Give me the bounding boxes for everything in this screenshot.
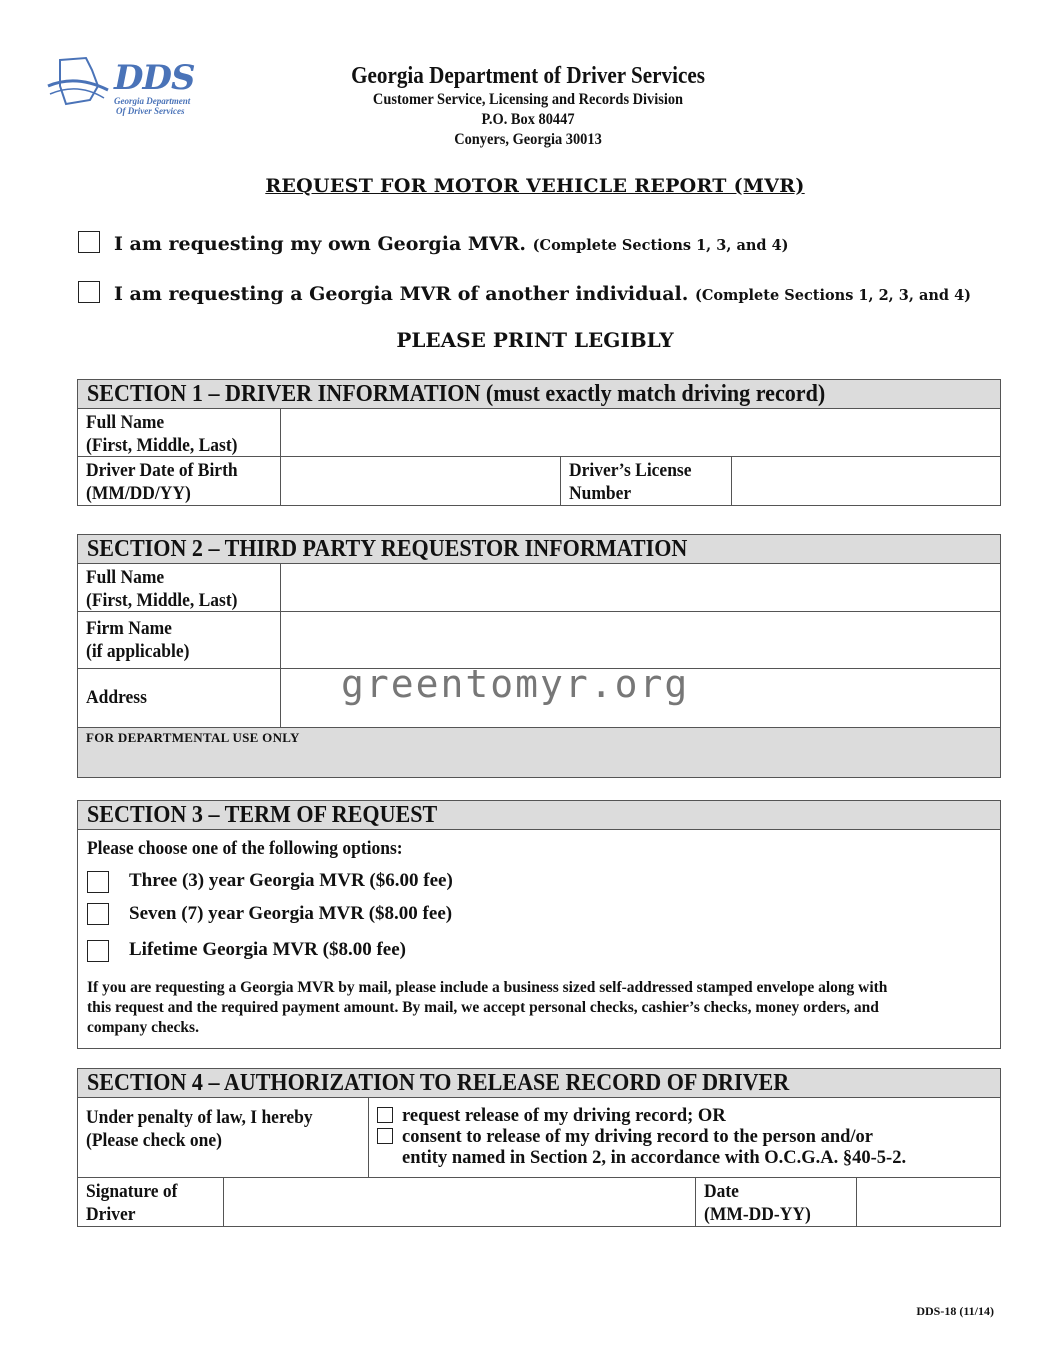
full-name-label: Full Name (First, Middle, Last) bbox=[86, 412, 238, 456]
section-2-title: SECTION 2 – THIRD PARTY REQUESTOR INFORMATION bbox=[78, 535, 1000, 564]
logo-text: DDS bbox=[114, 58, 195, 98]
form-title: REQUEST FOR MOTOR VEHICLE REPORT (MVR) bbox=[265, 175, 805, 197]
other-mvr-checkbox[interactable] bbox=[78, 281, 100, 303]
address-field[interactable] bbox=[280, 662, 1000, 727]
release-record-label: request release of my driving record; OR bbox=[402, 1106, 726, 1126]
print-notice: PLEASE PRINT LEGIBLY bbox=[396, 328, 674, 352]
lifetime-checkbox[interactable] bbox=[87, 940, 109, 962]
signature-label: Signature of Driver bbox=[86, 1181, 178, 1225]
dob-label: Driver Date of Birth (MM/DD/YY) bbox=[86, 460, 238, 504]
term-option-lifetime: Lifetime Georgia MVR ($8.00 fee) bbox=[87, 939, 991, 962]
consent-release-label: consent to release of my driving record to the person and/or bbox=[402, 1127, 874, 1147]
license-number-field[interactable] bbox=[731, 457, 1000, 505]
dob-field[interactable] bbox=[280, 457, 560, 505]
own-mvr-note: (Complete Sections 1, 3, and 4) bbox=[532, 237, 789, 254]
section-3 bbox=[77, 800, 1001, 1049]
section-4-title: SECTION 4 – AUTHORIZATION TO RELEASE RECORD OF DRIVER bbox=[78, 1069, 1000, 1098]
watermark-text: greentomyr.org bbox=[341, 662, 690, 706]
three-year-checkbox[interactable] bbox=[87, 871, 109, 893]
date-field[interactable] bbox=[856, 1178, 1000, 1226]
section-3-title: SECTION 3 – TERM OF REQUEST bbox=[78, 801, 1000, 830]
term-instructions: Please choose one of the following options: bbox=[87, 838, 403, 859]
option-own-mvr bbox=[78, 233, 789, 256]
option-other-mvr bbox=[78, 283, 971, 306]
term-option-seven-year: Seven (7) year Georgia MVR ($8.00 fee) bbox=[87, 903, 991, 926]
other-mvr-note: (Complete Sections 1, 2, 3, and 4) bbox=[694, 287, 972, 304]
other-mvr-label: I am requesting a Georgia MVR of another individual. bbox=[114, 283, 689, 305]
section-1 bbox=[77, 379, 1001, 506]
authorization-choices bbox=[368, 1098, 1000, 1177]
form-number: DDS-18 (11/14) bbox=[916, 1304, 994, 1318]
header bbox=[0, 62, 1056, 150]
requestor-name-label: Full Name (First, Middle, Last) bbox=[86, 567, 238, 611]
firm-name-field[interactable] bbox=[280, 612, 1000, 668]
signature-field[interactable] bbox=[223, 1178, 695, 1226]
section-4 bbox=[77, 1068, 1001, 1227]
own-mvr-checkbox[interactable] bbox=[78, 231, 100, 253]
own-mvr-label: I am requesting my own Georgia MVR. bbox=[114, 233, 527, 255]
requestor-name-field[interactable] bbox=[280, 564, 1000, 611]
release-record-checkbox[interactable] bbox=[377, 1107, 393, 1123]
logo-subtitle-2: Of Driver Services bbox=[116, 106, 185, 116]
seven-year-checkbox[interactable] bbox=[87, 903, 109, 925]
driver-full-name-field[interactable] bbox=[280, 409, 1000, 456]
mail-instructions: If you are requesting a Georgia MVR by mail, please include a business sized self-addressed stamped envelope along with this request and the required payment amount. By mail, we accept personal checks, cashier’s checks, money orders, and company checks. bbox=[87, 978, 888, 1036]
city-line: Conyers, Georgia 30013 bbox=[454, 131, 602, 148]
firm-name-label: Firm Name (if applicable) bbox=[86, 618, 190, 662]
departmental-use-area: FOR DEPARTMENTAL USE ONLY bbox=[78, 728, 1000, 777]
logo-subtitle-1: Georgia Department bbox=[114, 96, 191, 106]
section-1-title: SECTION 1 – DRIVER INFORMATION (must exactly match driving record) bbox=[78, 380, 1000, 409]
consent-release-checkbox[interactable] bbox=[377, 1128, 393, 1144]
term-option-three-year: Three (3) year Georgia MVR ($6.00 fee) bbox=[87, 870, 991, 893]
penalty-statement: Under penalty of law, I hereby (Please check one) bbox=[86, 1107, 313, 1151]
date-label: Date (MM-DD-YY) bbox=[695, 1178, 856, 1226]
consent-release-continued: entity named in Section 2, in accordance with O.C.G.A. §40-5-2. bbox=[402, 1148, 907, 1168]
license-label: Driver’s License Number bbox=[560, 457, 731, 505]
section-2 bbox=[77, 534, 1001, 778]
po-box-line: P.O. Box 80447 bbox=[481, 111, 575, 128]
division-line: Customer Service, Licensing and Records Division bbox=[372, 91, 684, 108]
address-label: Address bbox=[86, 687, 147, 708]
agency-title: Georgia Department of Driver Services bbox=[351, 63, 705, 89]
